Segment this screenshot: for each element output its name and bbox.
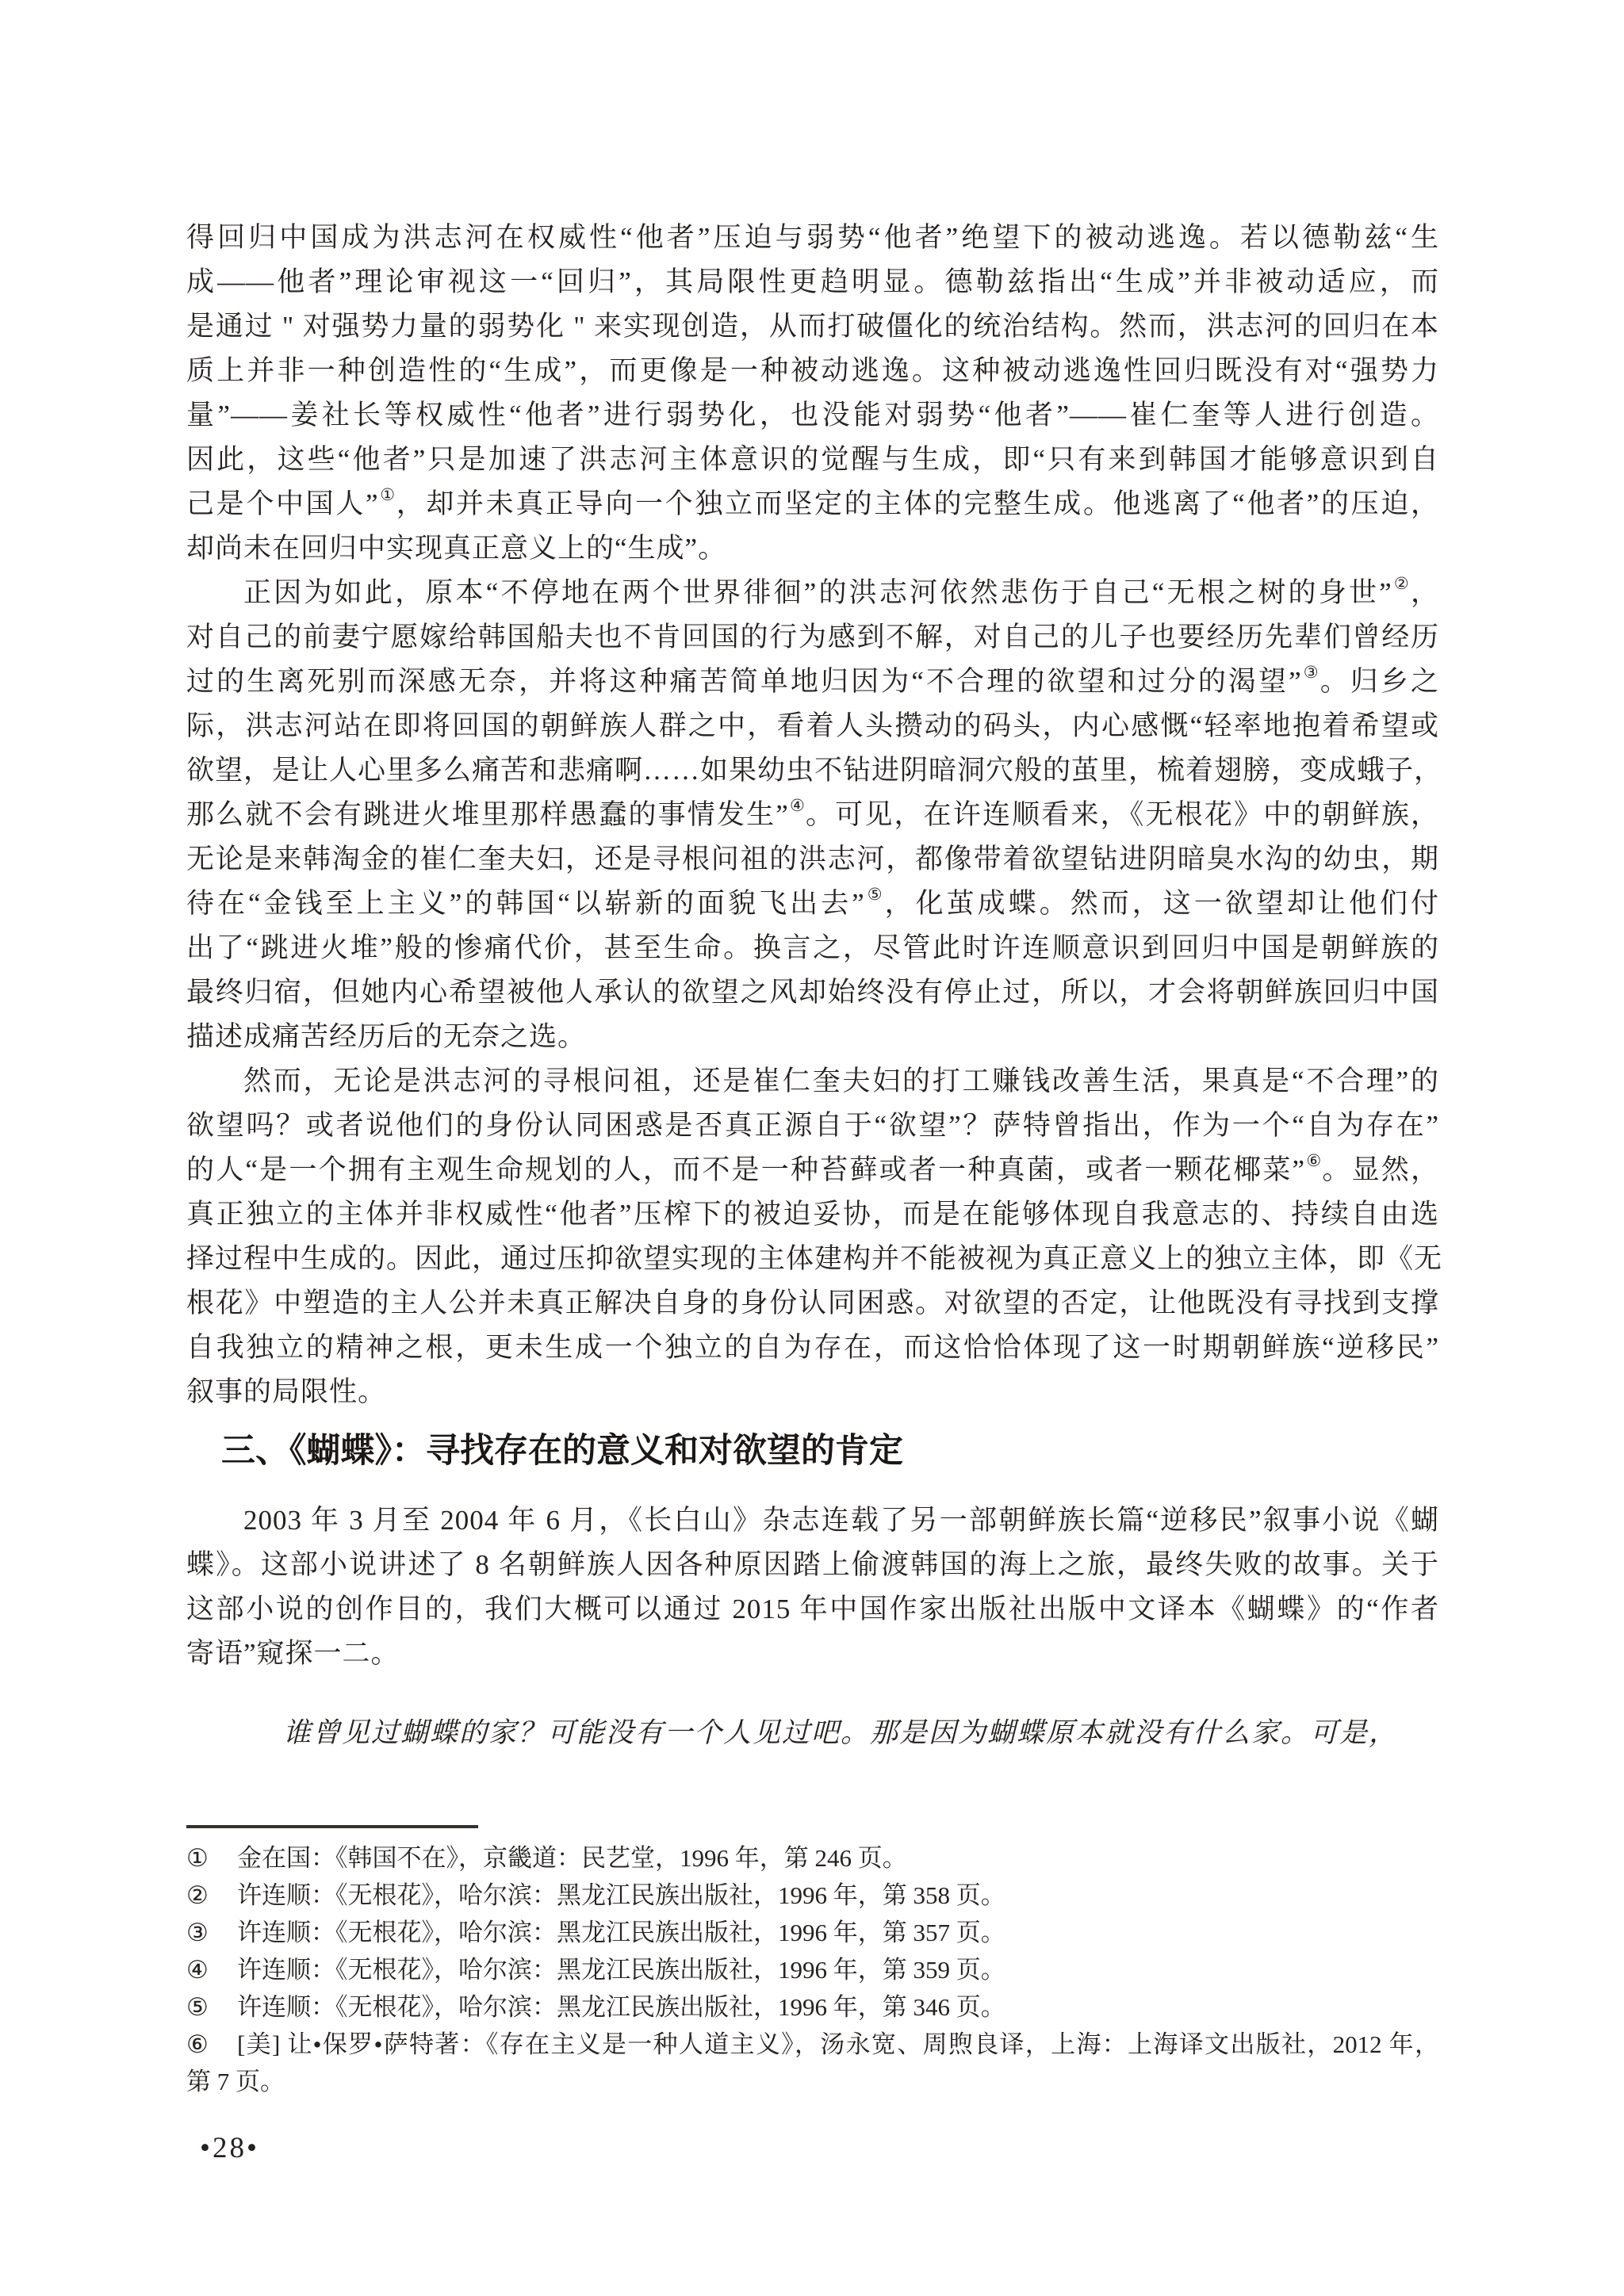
paragraph-4 bbox=[186, 1498, 1439, 1676]
body-line: 欲望吗？或者说他们的身份认同困惑是否真正源自于“欲望”？萨特曾指出，作为一个“自为存在” bbox=[186, 1110, 1439, 1141]
footnote-marker: ⑤ bbox=[186, 1993, 209, 2021]
footnote-marker: ② bbox=[186, 1881, 209, 1909]
body-line: 过的生离死别而深感无奈，并将这种痛苦简单地归因为“不合理的欲望和过分的渴望”③。归乡之 bbox=[186, 663, 1439, 697]
footnote-marker: ⑥ bbox=[186, 2030, 209, 2058]
article-body bbox=[186, 216, 1443, 2100]
body-line: 那么就不会有跳进火堆里那样愚蠢的事情发生”④。可见，在许连顺看来，《无根花》中的朝鲜族， bbox=[186, 796, 1439, 830]
paragraph-3 bbox=[186, 1059, 1443, 1414]
block-quote: 谁曾见过蝴蝶的家？可能没有一个人见过吧。那是因为蝴蝶原本就没有什么家。可是， bbox=[283, 1717, 1399, 1748]
body-line: 却尚未在回归中实现真正意义上的“生成”。 bbox=[186, 533, 727, 564]
footnote-text: 许连顺：《无根花》，哈尔滨：黑龙江民族出版社，1996 年，第 357 页。 bbox=[237, 1919, 1005, 1946]
body-line: 寄语”窥探一二。 bbox=[186, 1638, 400, 1669]
body-line: 择过程中生成的。因此，通过压抑欲望实现的主体建构并不能被视为真正意义上的独立主体，即《无 bbox=[186, 1243, 1443, 1274]
footnote-marker: ① bbox=[186, 1844, 209, 1872]
footnote-row bbox=[186, 1877, 1439, 1914]
body-line: 描述成痛苦经历后的无奈之选。 bbox=[186, 1021, 587, 1052]
footnotes bbox=[186, 1839, 1439, 2100]
body-line: 成——他者”理论审视这一“回归”，其局限性更趋明显。德勒兹指出“生成”并非被动适应，而 bbox=[186, 266, 1439, 297]
body-line: 最终归宿，但她内心希望被他人承认的欲望之风却始终没有停止过，所以，才会将朝鲜族回归中国 bbox=[186, 977, 1439, 1008]
body-line: 是通过 " 对强势力量的弱势化 " 来实现创造，从而打破僵化的统治结构。然而，洪志河的回归在本 bbox=[186, 311, 1439, 342]
footnote-row bbox=[186, 1914, 1439, 1951]
body-line: 量”——姜社长等权威性“他者”进行弱势化，也没能对弱势“他者”——崔仁奎等人进行创造。 bbox=[186, 400, 1439, 430]
footnote-text-continued: 第 7 页。 bbox=[186, 2068, 285, 2095]
footnote-text: 许连顺：《无根花》，哈尔滨：黑龙江民族出版社，1996 年，第 346 页。 bbox=[237, 1993, 1005, 2021]
body-line: 叙事的局限性。 bbox=[186, 1376, 387, 1407]
body-line: 自我独立的精神之根，更未生成一个独立的自为存在，而这恰恰体现了这一时期朝鲜族“逆移民” bbox=[186, 1332, 1439, 1363]
body-line: 这部小说的创作目的，我们大概可以通过 2015 年中国作家出版社出版中文译本《蝴蝶》的“作者 bbox=[186, 1594, 1439, 1624]
body-line: 对自己的前妻宁愿嫁给韩国船夫也不肯回国的行为感到不解，对自己的儿子也要经历先辈们曾经历 bbox=[186, 622, 1439, 652]
footnote-row bbox=[186, 1951, 1439, 1988]
body-line: 质上并非一种创造性的“生成”，而更像是一种被动逃逸。这种被动逃逸性回归既没有对“强势力 bbox=[186, 355, 1439, 386]
footnote-marker: ③ bbox=[186, 1919, 209, 1946]
body-line: 因此，这些“他者”只是加速了洪志河主体意识的觉醒与生成，即“只有来到韩国才能够意识到自 bbox=[186, 444, 1439, 475]
body-line: 欲望，是让人心里多么痛苦和悲痛啊……如果幼虫不钻进阴暗洞穴般的茧里，梳着翅膀，变成蛾子， bbox=[186, 755, 1443, 786]
body-line: 出了“跳进火堆”般的惨痛代价，甚至生命。换言之，尽管此时许连顺意识到回归中国是朝鲜族的 bbox=[186, 932, 1439, 963]
footnote-text: 金在国：《韩国不在》，京畿道：民艺堂，1996 年，第 246 页。 bbox=[237, 1844, 907, 1872]
body-line: 正因为如此，原本“不停地在两个世界徘徊”的洪志河依然悲伤于自己“无根之树的身世”②， bbox=[243, 574, 1439, 608]
footnote-text: 许连顺：《无根花》，哈尔滨：黑龙江民族出版社，1996 年，第 359 页。 bbox=[237, 1956, 1005, 1984]
page-number: •28• bbox=[200, 2132, 259, 2164]
footnote-text: 许连顺：《无根花》，哈尔滨：黑龙江民族出版社，1996 年，第 358 页。 bbox=[237, 1881, 1005, 1909]
footnote-row bbox=[186, 1839, 1439, 1877]
body-line: 然而，无论是洪志河的寻根问祖，还是崔仁奎夫妇的打工赚钱改善生活，果真是“不合理”的 bbox=[243, 1066, 1439, 1096]
paragraph-2 bbox=[186, 571, 1443, 1059]
body-line: 真正独立的主体并非权威性“他者”压榨下的被迫妥协，而是在能够体现自我意志的、持续自由选 bbox=[186, 1199, 1439, 1230]
footnote-row bbox=[186, 1988, 1439, 2026]
body-line: 际，洪志河站在即将回国的朝鲜族人群之中，看着人头攒动的码头，内心感慨“轻率地抱着希望或 bbox=[186, 710, 1439, 741]
paragraph-1 bbox=[186, 216, 1439, 571]
section-heading: 三、《蝴蝶》：寻找存在的意义和对欲望的肯定 bbox=[221, 1432, 903, 1470]
body-line: 己是个中国人”①，却并未真正导向一个独立而坚定的主体的完整生成。他逃离了“他者”的压迫， bbox=[186, 485, 1439, 519]
body-line: 无论是来韩淘金的崔仁奎夫妇，还是寻根问祖的洪志河，都像带着欲望钻进阴暗臭水沟的幼虫，期 bbox=[186, 844, 1439, 874]
body-line: 待在“金钱至上主义”的韩国“以崭新的面貌飞出去”⑤，化茧成蝶。然而，这一欲望却让他们付 bbox=[186, 885, 1439, 919]
body-line: 的人“是一个拥有主观生命规划的人，而不是一种苔藓或者一种真菌，或者一颗花椰菜”⑥。显然， bbox=[186, 1151, 1439, 1185]
body-line: 蝶》。这部小说讲述了 8 名朝鲜族人因各种原因踏上偷渡韩国的海上之旅，最终失败的故事。关于 bbox=[186, 1549, 1439, 1580]
body-line: 根花》中塑造的主人公并未真正解决自身的身份认同困惑。对欲望的否定，让他既没有寻找到支撑 bbox=[186, 1288, 1439, 1318]
footnote-text: [美] 让•保罗•萨特著：《存在主义是一种人道主义》，汤永宽、周煦良译，上海：上海译文出版社，2012 年， bbox=[237, 2030, 1439, 2058]
body-line: 得回归中国成为洪志河在权威性“他者”压迫与弱势“他者”绝望下的被动逃逸。若以德勒兹“生 bbox=[186, 222, 1439, 253]
footnote-separator bbox=[186, 1825, 478, 1828]
footnote-marker: ④ bbox=[186, 1956, 209, 1984]
body-line: 2003 年 3 月至 2004 年 6 月，《长白山》杂志连载了另一部朝鲜族长篇“逆移民”叙事小说《蝴 bbox=[243, 1505, 1439, 1536]
footnote-row bbox=[186, 2026, 1439, 2063]
